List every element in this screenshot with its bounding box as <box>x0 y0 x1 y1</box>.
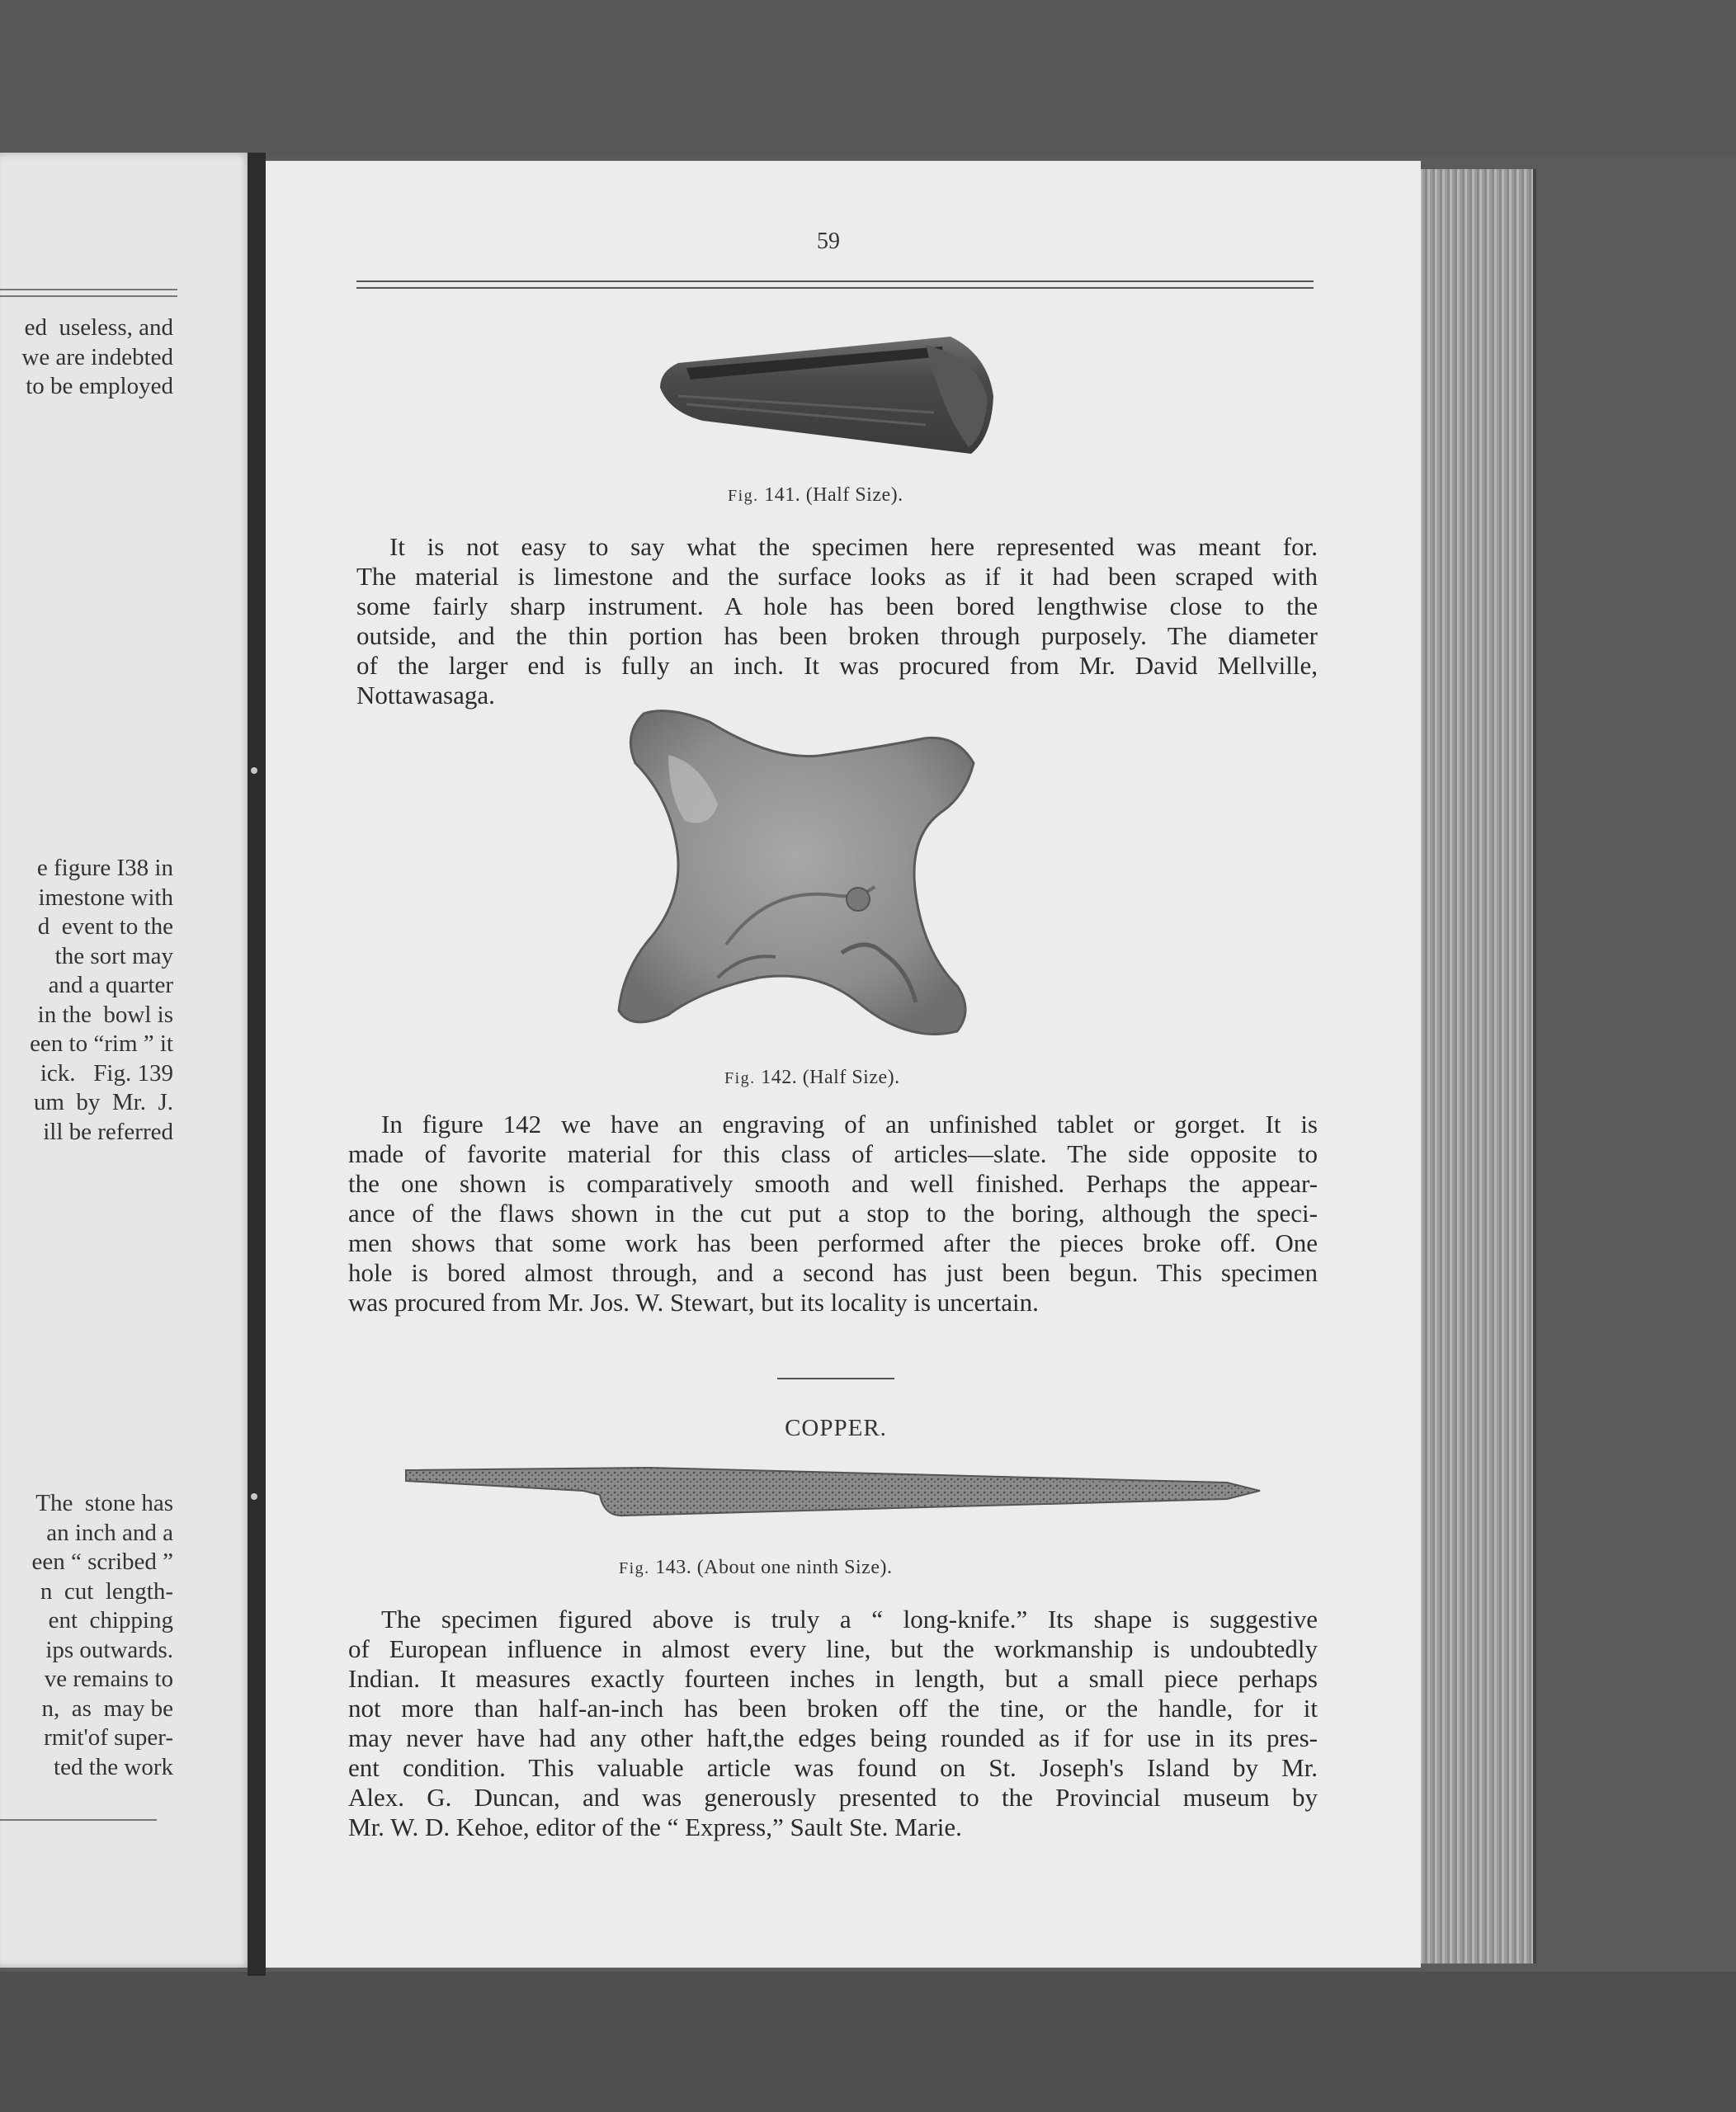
left-page-text-fragment: ent chipping <box>48 1607 173 1634</box>
book-gutter <box>248 153 266 1976</box>
left-page-text-fragment: the sort may <box>43 942 173 969</box>
left-page-text-fragment: d event to the <box>37 913 173 940</box>
left-page-footer-rule <box>0 1819 157 1821</box>
paragraph-line: not more than half-an-inch has been broken off the tine, or the handle, for it <box>348 1694 1318 1723</box>
header-rule <box>356 280 1314 282</box>
figure-142-slate-tablet <box>611 705 1056 1035</box>
paragraph-fig141 <box>356 532 1318 710</box>
paragraph-fig142 <box>348 1110 1318 1318</box>
paragraph-line: Indian. It measures exactly fourteen inches in length, but a small piece perhaps <box>348 1664 1318 1693</box>
left-page-text-fragment: The stone has <box>35 1490 173 1516</box>
paragraph-line: ance of the flaws shown in the cut put a stop to the boring, although the speci- <box>348 1199 1318 1228</box>
figure-143-caption: Fig. 143. (About one ninth Size). <box>619 1557 893 1578</box>
stacked-page-edges <box>1403 169 1536 1964</box>
scanner-backdrop-top <box>0 0 1736 157</box>
scanner-backdrop-bottom <box>0 1972 1736 2112</box>
left-page-text-fragment: imestone with <box>38 884 173 911</box>
paragraph-line: It is not easy to say what the specimen here represented was meant for. <box>389 532 1318 561</box>
paragraph-line: made of favorite material for this class of articles—slate. The side opposite to <box>348 1139 1318 1168</box>
paragraph-line: In figure 142 we have an engraving of an unfinished tablet or gorget. It is <box>381 1110 1318 1138</box>
left-page-text-fragment: ed useless, and <box>24 314 173 341</box>
paragraph-line: The specimen figured above is truly a “ long-knife.” Its shape is suggestive <box>381 1605 1318 1634</box>
binding-thread <box>251 1493 257 1500</box>
left-page-text-fragment: to be employed <box>26 373 173 399</box>
paragraph-line: of European influence in almost every line, but the workmanship is undoubtedly <box>348 1634 1318 1663</box>
left-facing-page <box>0 153 252 1968</box>
left-page-text-fragment: n, as may be <box>41 1695 173 1722</box>
paragraph-line: was procured from Mr. Jos. W. Stewart, but its locality is uncertain. <box>348 1288 1039 1317</box>
left-page-text-fragment: rmit'of super- <box>44 1724 173 1751</box>
paragraph-line: the one shown is comparatively smooth and well finished. Perhaps the appear- <box>348 1169 1318 1198</box>
left-page-text-fragment: um by Mr. J. <box>33 1089 173 1115</box>
left-page-text-fragment: an inch and a <box>46 1519 173 1546</box>
figure-143-copper-knife <box>402 1458 1268 1524</box>
page-number: 59 <box>817 229 840 254</box>
paragraph-line: hole is bored almost through, and a second has just been begun. This specimen <box>348 1258 1318 1287</box>
paragraph-line: Nottawasaga. <box>356 681 495 710</box>
figure-141-limestone-specimen <box>653 322 1000 478</box>
binding-thread <box>251 767 257 774</box>
left-page-text-fragment: ve remains to <box>44 1666 173 1692</box>
header-rule <box>356 287 1314 289</box>
left-page-text-fragment: n cut length- <box>40 1577 173 1605</box>
left-page-text-fragment: e figure I38 in <box>36 855 173 881</box>
left-page-text-fragment: and a quarter <box>42 972 173 998</box>
paragraph-line: ent condition. This valuable article was found on St. Joseph's Island by Mr. <box>348 1753 1318 1782</box>
figure-141-caption: Fig. 141. (Half Size). <box>728 484 903 506</box>
paragraph-line: some fairly sharp instrument. A hole has been bored lengthwise close to the <box>356 592 1318 620</box>
paragraph-line: outside, and the thin portion has been broken through purposely. The diameter <box>356 621 1318 650</box>
left-page-text-fragment: ips outwards. <box>45 1636 173 1663</box>
paragraph-line: of the larger end is fully an inch. It was procured from Mr. David Mellville, <box>356 651 1318 680</box>
figure-142-caption: Fig. 142. (Half Size). <box>724 1067 900 1088</box>
left-page-rule <box>0 289 177 290</box>
paragraph-fig143 <box>348 1605 1318 1842</box>
book-page <box>266 161 1421 1968</box>
paragraph-line: may never have had any other haft,the edges being rounded as if for use in its pres- <box>348 1723 1318 1752</box>
left-page-text-fragment: ted the work <box>54 1753 173 1780</box>
paragraph-line: Alex. G. Duncan, and was generously presented to the Provincial museum by <box>348 1783 1318 1812</box>
paragraph-line: men shows that some work has been performed after the pieces broke off. One <box>348 1228 1318 1257</box>
section-title: COPPER. <box>785 1415 887 1441</box>
section-divider <box>777 1378 894 1379</box>
left-page-text-fragment: we are indebted <box>21 343 173 370</box>
paragraph-line: Mr. W. D. Kehoe, editor of the “ Express,” Sault Ste. Marie. <box>348 1813 962 1841</box>
left-page-text-fragment: een “ scribed ” <box>31 1549 173 1575</box>
left-page-text-fragment: ill be referred <box>43 1118 173 1145</box>
paragraph-line: The material is limestone and the surface looks as if it had been scraped with <box>356 562 1318 591</box>
left-page-rule <box>0 295 177 297</box>
left-page-text-fragment: een to “rim ” it <box>30 1030 173 1057</box>
left-page-text-fragment: ick. Fig. 139 <box>40 1059 173 1087</box>
left-page-text-fragment: in the bowl is <box>37 1001 173 1028</box>
